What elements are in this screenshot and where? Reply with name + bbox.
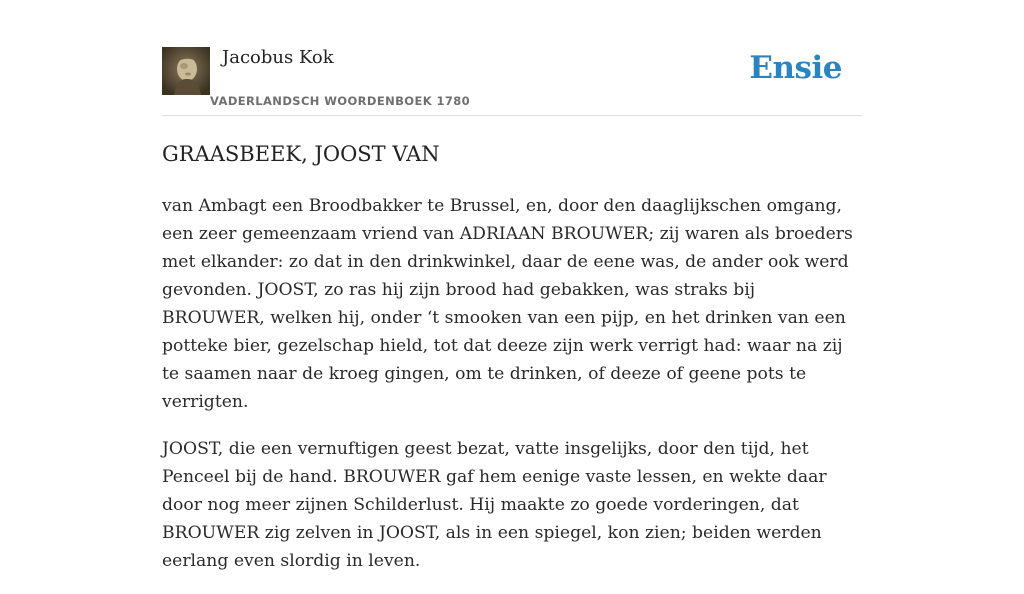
article-paragraph: van Ambagt een Broodbakker te Brussel, en, door den daaglijkschen omgang, een zeer gemeenzaam vriend van ADRIAAN BROUWER; zij waren als broeders met elkander: zo dat in den drinkwinkel, daar de eene was, de ander ook werd gevonden. JOOST, zo ras hij zijn brood had gebakken, was straks bij BROUWER, welken hij, onder ‘t smooken van een pijp, en het drinken van een potteke bier, gezelschap hield, tot dat deeze zijn werk verrigt had: waar na zij te saamen naar de kroeg gingen, om te drinken, of deeze of geene pots te verrigten.: [162, 196, 853, 412]
article-header: [162, 0, 862, 116]
source-dictionary-link[interactable]: VADERLANDSCH WOORDENBOEK 1780: [210, 94, 471, 108]
brand-logo[interactable]: Ensie: [749, 50, 842, 86]
article-body: [162, 192, 862, 594]
portrait-icon: [162, 47, 210, 95]
article-title: GRAASBEEK, JOOST VAN: [162, 142, 440, 166]
author-avatar[interactable]: [162, 47, 210, 95]
article-page: [162, 0, 862, 571]
article-paragraph: JOOST, die een vernuftigen geest bezat, vatte insgelijks, door den tijd, het Penceel bij de hand. BROUWER gaf hem eenige vaste lessen, en wekte daar door nog meer zijnen Schilderlust. Hij maakte zo goede vorderingen, dat BROUWER zig zelven in JOOST, als in een spiegel, kon zien; beiden werden eerlang even slordig in leven.: [162, 439, 827, 571]
author-name-link[interactable]: Jacobus Kok: [222, 47, 334, 68]
